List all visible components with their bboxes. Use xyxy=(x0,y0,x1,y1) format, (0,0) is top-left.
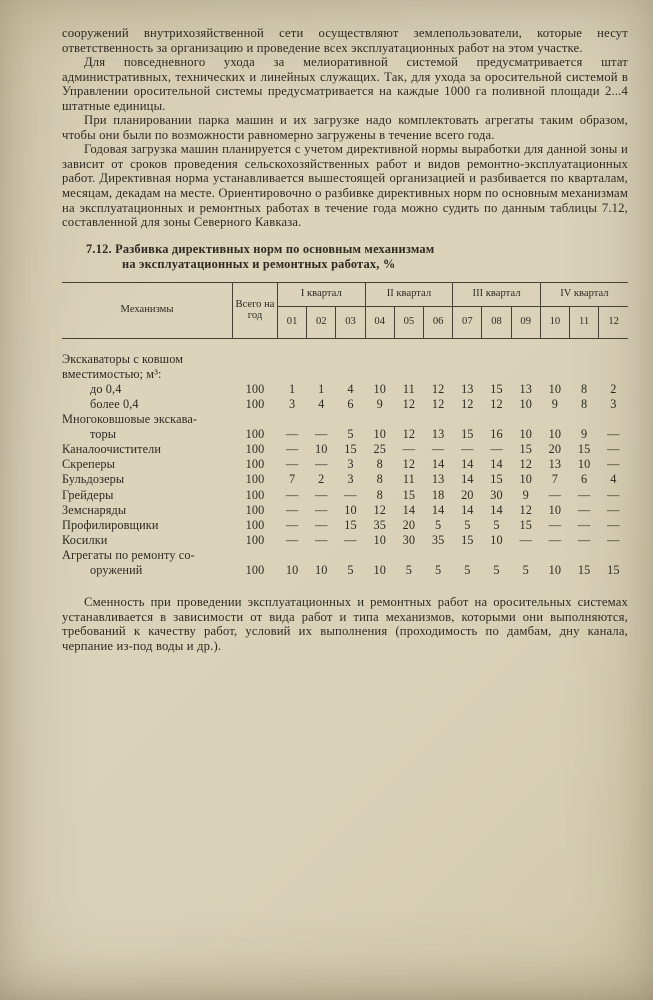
table-caption-line1 xyxy=(86,242,628,258)
month-value: 9 xyxy=(581,427,588,442)
month-value: 8 xyxy=(376,457,383,472)
month-value: — xyxy=(577,532,591,547)
month-value xyxy=(511,367,540,382)
table-caption-line2: на эксплуатационных и ремонтных работах, % xyxy=(122,257,396,272)
table-row xyxy=(62,397,628,412)
month-value: 12 xyxy=(402,457,416,472)
month-value: 4 xyxy=(318,396,325,411)
month-value xyxy=(394,412,423,427)
paragraph-annual-load: Годовая загрузка машин планируется с учетом директивной нормы выработки для данной зоны и зависит от сроков проведения сельскохозяйственных работ и видов ремонтно-эксплуатационных работ. Директивная норма устанавливается вышестоящей организацией и разбивается по кварталам, месяцам, декадам на месте. Ориентировочно о разбивке директивных норм по основным механизмам на эксплуатационных и ремонтных работах в течение года можно судить по данным таблицы 7.12, составленной для зоны Северного Кавказа. xyxy=(62,142,628,230)
month-value: 20 xyxy=(402,517,416,532)
month-value: 15 xyxy=(577,562,591,577)
month-value: — xyxy=(548,532,562,547)
month-value xyxy=(307,412,336,427)
paragraph-staff: Для повседневного ухода за мелиоративной системой предусматривается штат административных, технических и линейных служащих. Так, для ухода за оросительной системой в Управлении оросительной системы предусматривается на каждые 1000 га поливной площади 2...4 штатные единицы. xyxy=(62,55,628,113)
month-value xyxy=(278,367,307,382)
month-value: 15 xyxy=(490,472,503,487)
paragraph-continuation: сооружений внутрихозяйственной сети осуществляют землепользователи, которые несут ответственность за организацию и проведение всех эксплуатационных работ на этом участке. xyxy=(62,26,628,55)
mechanism-name: оружений xyxy=(90,562,143,577)
month-value: — xyxy=(315,517,328,532)
month-value xyxy=(540,412,569,427)
month-value: 12 xyxy=(519,457,532,472)
mechanism-name: Агрегаты по ремонту со- xyxy=(62,547,195,562)
month-value: 14 xyxy=(461,502,474,517)
month-value: — xyxy=(461,442,474,457)
month-value xyxy=(453,338,482,367)
col-header-mechanisms: Механизмы xyxy=(120,304,174,316)
month-value: 4 xyxy=(347,381,354,396)
month-value: 10 xyxy=(548,502,562,517)
total-value: 100 xyxy=(245,457,265,472)
month-value: 1 xyxy=(288,381,296,396)
month-value: — xyxy=(577,502,591,517)
month-value: 12 xyxy=(373,502,386,517)
table-row xyxy=(62,442,628,457)
month-value: 12 xyxy=(402,427,416,442)
mechanism-name: торы xyxy=(90,427,117,442)
month-value: 3 xyxy=(347,457,354,472)
total-value: 100 xyxy=(245,487,265,502)
month-value: — xyxy=(490,442,503,457)
month-value: — xyxy=(315,457,328,472)
month-value xyxy=(394,338,423,367)
month-value xyxy=(394,548,423,563)
month-value: 5 xyxy=(347,562,354,577)
month-value: 5 xyxy=(434,517,442,532)
month-value: 15 xyxy=(461,532,474,547)
month-value: 2 xyxy=(318,472,325,487)
month-value xyxy=(278,412,307,427)
total-value xyxy=(233,412,278,427)
table-header xyxy=(62,282,628,338)
month-value xyxy=(278,338,307,367)
month-value: 15 xyxy=(607,562,620,577)
month-value: — xyxy=(285,427,299,442)
month-value xyxy=(394,367,423,382)
table-row xyxy=(62,427,628,442)
month-value: 8 xyxy=(581,396,588,411)
col-header-quarter-2: II квартал xyxy=(365,282,453,306)
mechanism-name: Экскаваторы с ковшом xyxy=(62,351,184,366)
month-value: 18 xyxy=(431,487,445,502)
table-row xyxy=(62,488,628,503)
month-value: 35 xyxy=(373,517,386,532)
mechanism-name: вместимостью; м³: xyxy=(62,366,162,381)
month-value: 5 xyxy=(522,562,529,577)
month-value xyxy=(540,548,569,563)
total-value: 100 xyxy=(245,502,265,517)
month-value xyxy=(307,367,336,382)
month-value xyxy=(599,412,628,427)
month-value: 10 xyxy=(285,562,299,577)
month-value: — xyxy=(548,517,562,532)
table-number: 7.12. xyxy=(86,241,112,256)
month-value: 10 xyxy=(548,427,562,442)
col-header-month-07: 07 xyxy=(453,306,482,338)
month-value: 12 xyxy=(490,396,503,411)
month-value: — xyxy=(285,457,299,472)
month-value: 10 xyxy=(519,427,532,442)
col-header-quarter-1: I квартал xyxy=(278,282,366,306)
month-value: 13 xyxy=(461,381,474,396)
col-header-month-03: 03 xyxy=(336,306,365,338)
month-value: 7 xyxy=(288,472,296,487)
month-value: 5 xyxy=(493,562,500,577)
month-value: — xyxy=(431,442,445,457)
month-value xyxy=(453,548,482,563)
total-value: 100 xyxy=(245,532,265,547)
month-value: 5 xyxy=(405,562,413,577)
month-value: 30 xyxy=(402,532,416,547)
paragraph-closing: Сменность при проведении эксплуатационных и ремонтных работ на оросительных системах устанавливается в зависимости от вида работ и типа механизмов, которыми они выполняются, требований к качеству работ, условий их выполнения (проходимость по дамбам, дну канала, черпание из-под воды и др.). xyxy=(62,595,628,653)
month-value: 9 xyxy=(522,487,529,502)
month-value: — xyxy=(285,442,299,457)
table-row xyxy=(62,457,628,472)
month-value xyxy=(365,367,394,382)
month-value: — xyxy=(315,427,328,442)
month-value: 14 xyxy=(490,457,503,472)
month-value: 15 xyxy=(402,487,416,502)
mechanism-name: до 0,4 xyxy=(90,381,122,396)
month-value: 11 xyxy=(402,381,415,396)
month-value xyxy=(424,338,453,367)
month-value: 6 xyxy=(581,472,588,487)
total-value: 100 xyxy=(245,562,265,577)
month-value xyxy=(336,412,365,427)
month-value: 6 xyxy=(347,396,354,411)
month-value xyxy=(570,548,599,563)
month-value: 12 xyxy=(519,502,532,517)
col-header-month-01: 01 xyxy=(278,306,307,338)
col-header-total: Всего на год xyxy=(233,282,278,338)
month-value xyxy=(540,367,569,382)
month-value: — xyxy=(285,517,299,532)
table-row xyxy=(62,503,628,518)
table-caption-text: Разбивка директивных норм по основным механизмам xyxy=(115,241,435,256)
month-value xyxy=(424,412,453,427)
month-value: — xyxy=(285,502,299,517)
table-row xyxy=(62,518,628,533)
month-value: 15 xyxy=(344,442,357,457)
month-value: 10 xyxy=(373,532,386,547)
total-value xyxy=(233,367,278,382)
total-value: 100 xyxy=(245,472,265,487)
table-row xyxy=(62,548,628,563)
month-value: 20 xyxy=(461,487,474,502)
table-row xyxy=(62,367,628,382)
month-value xyxy=(453,367,482,382)
month-value: 10 xyxy=(490,532,503,547)
month-value: 15 xyxy=(490,381,503,396)
col-header-quarter-3: III квартал xyxy=(453,282,541,306)
month-value xyxy=(482,338,511,367)
paragraph-planning: При планировании парка машин и их загрузке надо комплектовать агрегаты таким образом, чтобы они были по возможности равномерно загружены в течение всего года. xyxy=(62,113,628,142)
month-value xyxy=(540,338,569,367)
mechanism-name: Косилки xyxy=(62,532,108,547)
month-value xyxy=(570,412,599,427)
month-value xyxy=(482,412,511,427)
table-row xyxy=(62,533,628,548)
table-row xyxy=(62,382,628,397)
month-value: 5 xyxy=(464,562,471,577)
month-value: 14 xyxy=(431,457,445,472)
total-value: 100 xyxy=(245,517,265,532)
col-header-month-12: 12 xyxy=(599,306,628,338)
month-value: 13 xyxy=(519,381,532,396)
month-value: 15 xyxy=(344,517,357,532)
month-value: — xyxy=(607,442,620,457)
month-value: 15 xyxy=(519,517,532,532)
mechanism-name: более 0,4 xyxy=(90,396,139,411)
month-value: 10 xyxy=(373,381,386,396)
month-value: 10 xyxy=(344,502,357,517)
month-value: 3 xyxy=(610,396,617,411)
month-value xyxy=(424,367,453,382)
month-value xyxy=(453,412,482,427)
table-row xyxy=(62,472,628,487)
month-value xyxy=(365,412,394,427)
month-value xyxy=(336,548,365,563)
col-header-month-05: 05 xyxy=(394,306,423,338)
total-value xyxy=(233,338,278,367)
col-header-month-02: 02 xyxy=(307,306,336,338)
month-value: 14 xyxy=(402,502,416,517)
mechanism-name: Многоковшовые экскава- xyxy=(62,412,198,427)
month-value xyxy=(365,548,394,563)
month-value: 30 xyxy=(490,487,503,502)
month-value: — xyxy=(577,487,591,502)
month-value: 10 xyxy=(519,396,532,411)
month-value xyxy=(482,548,511,563)
month-value: 12 xyxy=(431,381,445,396)
month-value: 14 xyxy=(461,457,474,472)
month-value: 10 xyxy=(373,562,386,577)
month-value: — xyxy=(285,487,299,502)
month-value: 12 xyxy=(461,396,474,411)
month-value: — xyxy=(402,442,416,457)
month-value xyxy=(599,367,628,382)
month-value xyxy=(336,338,365,367)
col-header-month-06: 06 xyxy=(424,306,453,338)
month-value: — xyxy=(344,487,357,502)
month-value xyxy=(599,338,628,367)
month-value: 10 xyxy=(519,472,532,487)
col-header-quarter-4: IV квартал xyxy=(540,282,628,306)
month-value: 10 xyxy=(315,562,328,577)
month-value: 8 xyxy=(376,472,383,487)
month-value xyxy=(278,548,307,563)
month-value xyxy=(482,367,511,382)
month-value: 3 xyxy=(288,396,296,411)
total-value: 100 xyxy=(245,381,265,396)
month-value: — xyxy=(344,532,357,547)
total-value: 100 xyxy=(245,396,265,411)
month-value xyxy=(511,412,540,427)
month-value: — xyxy=(607,457,620,472)
month-value: 4 xyxy=(610,472,617,487)
total-value xyxy=(233,548,278,563)
col-header-month-09: 09 xyxy=(511,306,540,338)
table-row xyxy=(62,563,628,578)
month-value: 2 xyxy=(610,381,617,396)
total-value: 100 xyxy=(245,442,265,457)
month-value xyxy=(307,548,336,563)
month-value: — xyxy=(607,517,620,532)
table-caption xyxy=(86,242,628,273)
month-value: 15 xyxy=(577,442,591,457)
month-value: 8 xyxy=(581,381,588,396)
month-value: 12 xyxy=(431,396,445,411)
month-value xyxy=(570,367,599,382)
month-value: 5 xyxy=(434,562,442,577)
table-row xyxy=(62,338,628,367)
month-value xyxy=(365,338,394,367)
table-body xyxy=(62,338,628,578)
table-row xyxy=(62,412,628,427)
month-value: 15 xyxy=(519,442,532,457)
mechanism-name: Профилировщики xyxy=(62,517,159,532)
header-row-groups xyxy=(62,282,628,306)
month-value: 7 xyxy=(551,472,559,487)
month-value: 20 xyxy=(548,442,562,457)
month-value: 5 xyxy=(347,427,354,442)
total-value: 100 xyxy=(245,427,265,442)
month-value: — xyxy=(315,487,328,502)
mechanism-name: Скреперы xyxy=(62,457,116,472)
month-value xyxy=(336,367,365,382)
month-value xyxy=(599,548,628,563)
col-header-month-04: 04 xyxy=(365,306,394,338)
mechanism-name: Грейдеры xyxy=(62,487,114,502)
month-value xyxy=(570,338,599,367)
month-value xyxy=(424,548,453,563)
month-value: 10 xyxy=(548,381,562,396)
month-value: 25 xyxy=(373,442,386,457)
month-value: 13 xyxy=(431,472,445,487)
month-value: 14 xyxy=(490,502,503,517)
month-value: 8 xyxy=(376,487,383,502)
month-value xyxy=(307,338,336,367)
month-value: — xyxy=(577,517,591,532)
month-value: — xyxy=(285,532,299,547)
month-value: — xyxy=(548,487,562,502)
month-value: 35 xyxy=(431,532,445,547)
month-value: 11 xyxy=(402,472,415,487)
month-value: 15 xyxy=(461,427,474,442)
month-value: 13 xyxy=(548,457,562,472)
col-header-month-10: 10 xyxy=(540,306,569,338)
month-value: — xyxy=(519,532,532,547)
month-value: 3 xyxy=(347,472,354,487)
month-value xyxy=(511,548,540,563)
month-value: 10 xyxy=(548,562,562,577)
month-value: 9 xyxy=(376,396,383,411)
month-value: — xyxy=(315,502,328,517)
month-value: 10 xyxy=(315,442,328,457)
month-value: — xyxy=(607,487,620,502)
month-value: 10 xyxy=(577,457,591,472)
col-header-month-08: 08 xyxy=(482,306,511,338)
month-value xyxy=(511,338,540,367)
norms-table xyxy=(62,282,628,578)
month-value: — xyxy=(607,427,620,442)
mechanism-name: Земснаряды xyxy=(62,502,127,517)
col-header-month-11: 11 xyxy=(570,306,599,338)
month-value: 14 xyxy=(431,502,445,517)
month-value: 12 xyxy=(402,396,416,411)
month-value: — xyxy=(607,502,620,517)
month-value: 14 xyxy=(461,472,474,487)
month-value: 9 xyxy=(551,396,559,411)
month-value: 10 xyxy=(373,427,386,442)
month-value: 5 xyxy=(493,517,500,532)
month-value: 5 xyxy=(464,517,471,532)
month-value: 16 xyxy=(490,427,503,442)
mechanism-name: Каналоочистители xyxy=(62,442,162,457)
mechanism-name: Бульдозеры xyxy=(62,472,125,487)
month-value: — xyxy=(607,532,620,547)
month-value: 13 xyxy=(431,427,445,442)
month-value: — xyxy=(315,532,328,547)
month-value: 1 xyxy=(318,381,325,396)
